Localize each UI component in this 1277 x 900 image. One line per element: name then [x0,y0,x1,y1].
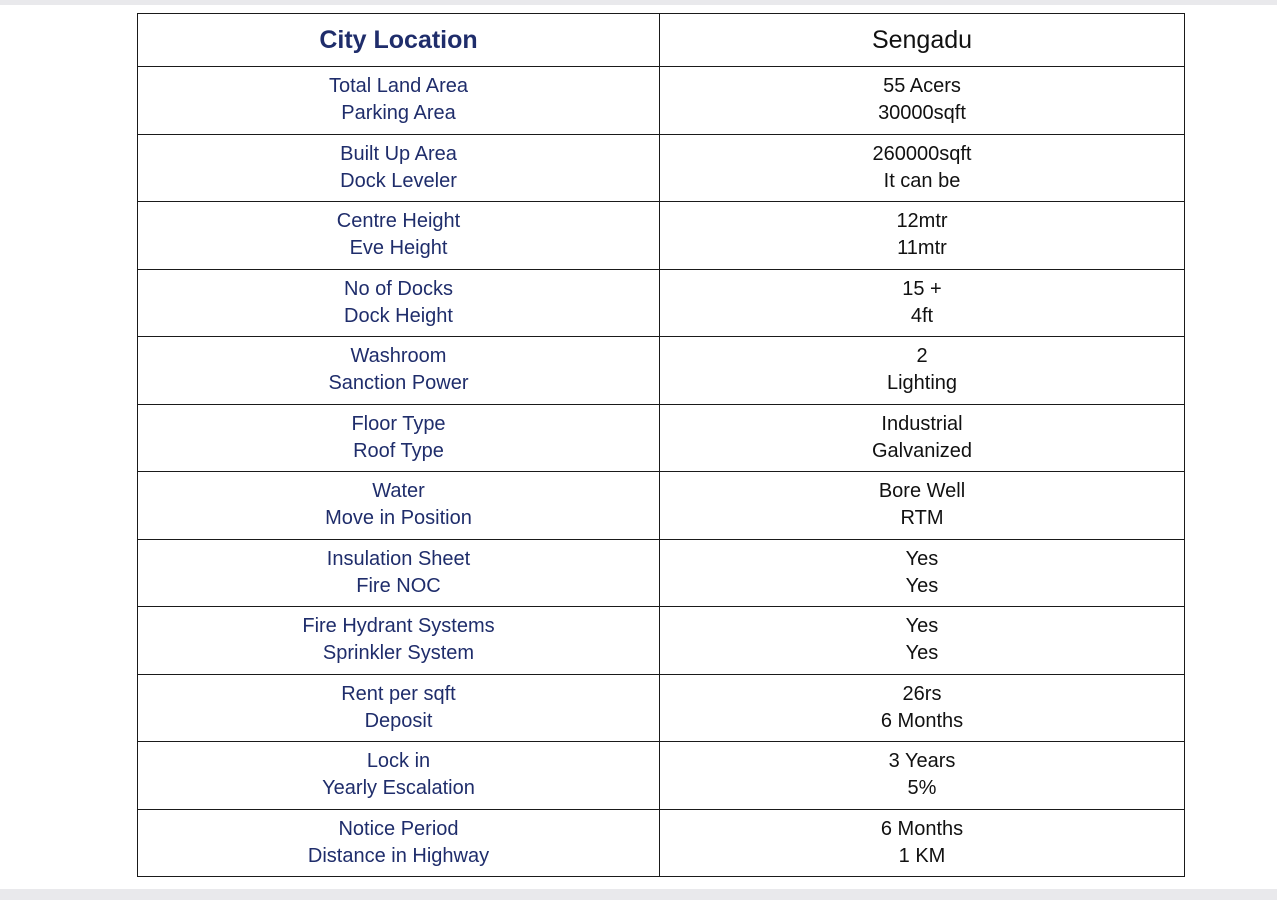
field-label: Roof Type [353,439,444,462]
property-spec-table [137,13,1185,877]
value-cell [660,404,1185,472]
table-row [138,607,1185,675]
field-value: 11mtr [897,237,947,260]
field-label: Floor Type [351,412,446,435]
label-cell [138,809,660,877]
value-cell [660,539,1185,607]
header-value-cell: Sengadu [660,14,1185,67]
field-label: Insulation Sheet [326,547,471,570]
table-row [138,67,1185,135]
field-label: Dock Leveler [340,169,457,192]
table-row [138,742,1185,810]
field-value: RTM [900,507,944,530]
field-value: Yes [905,615,939,638]
value-cell [660,674,1185,742]
value-cell [660,202,1185,270]
field-value: Galvanized [871,439,973,462]
field-label: Notice Period [338,817,459,840]
label-cell [138,134,660,202]
label-cell [138,472,660,540]
field-label: Parking Area [341,102,456,125]
field-value: Yes [905,642,939,665]
table-row [138,539,1185,607]
label-cell [138,674,660,742]
value-cell [660,472,1185,540]
field-label: Fire Hydrant Systems [302,615,495,638]
field-label: Rent per sqft [341,682,456,705]
label-cell [138,539,660,607]
field-label: Eve Height [349,237,448,260]
field-value: 30000sqft [878,102,966,125]
field-label: Lock in [366,750,431,773]
value-cell [660,337,1185,405]
field-value: Lighting [886,372,958,395]
table-row [138,674,1185,742]
field-value: 15 + [902,277,942,300]
field-value: Yes [905,574,939,597]
document-page [0,5,1277,889]
label-cell [138,607,660,675]
label-cell [138,337,660,405]
value-cell [660,809,1185,877]
table-row [138,809,1185,877]
label-cell [138,67,660,135]
field-value: Industrial [881,412,963,435]
field-value: Yes [905,547,939,570]
table-row [138,269,1185,337]
field-value: 4ft [910,304,934,327]
field-value: 6 Months [880,709,964,732]
label-cell [138,269,660,337]
field-label: No of Docks [344,277,453,300]
field-value: 2 [916,345,928,368]
field-label: Distance in Highway [307,844,490,867]
field-label: Sanction Power [328,372,469,395]
field-value: 55 Acers [883,75,961,98]
value-cell [660,269,1185,337]
table-row [138,202,1185,270]
field-label: Centre Height [336,210,461,233]
field-label: Sprinkler System [322,642,475,665]
field-value: 260000sqft [872,142,972,165]
field-label: Water [372,480,425,503]
field-label: Yearly Escalation [322,777,475,800]
value-cell [660,67,1185,135]
table-header-row [138,14,1185,67]
label-cell [138,742,660,810]
field-value: 1 KM [898,844,946,867]
field-value: 6 Months [880,817,964,840]
table-row [138,134,1185,202]
field-value: Bore Well [878,480,966,503]
field-label: Total Land Area [329,75,468,98]
field-label: Deposit [364,709,433,732]
field-label: Built Up Area [340,142,457,165]
label-cell [138,404,660,472]
table-row [138,472,1185,540]
field-label: Washroom [350,345,447,368]
field-value: 5% [907,777,937,800]
field-value: 3 Years [888,750,956,773]
field-label: Move in Position [325,507,472,530]
header-label-cell: City Location [138,14,660,67]
value-cell [660,742,1185,810]
field-value: 12mtr [896,210,948,233]
table-row [138,404,1185,472]
field-label: Dock Height [344,304,453,327]
label-cell [138,202,660,270]
field-value: 26rs [902,682,942,705]
value-cell [660,134,1185,202]
value-cell [660,607,1185,675]
field-label: Fire NOC [356,574,441,597]
field-value: It can be [883,169,961,192]
table-row [138,337,1185,405]
